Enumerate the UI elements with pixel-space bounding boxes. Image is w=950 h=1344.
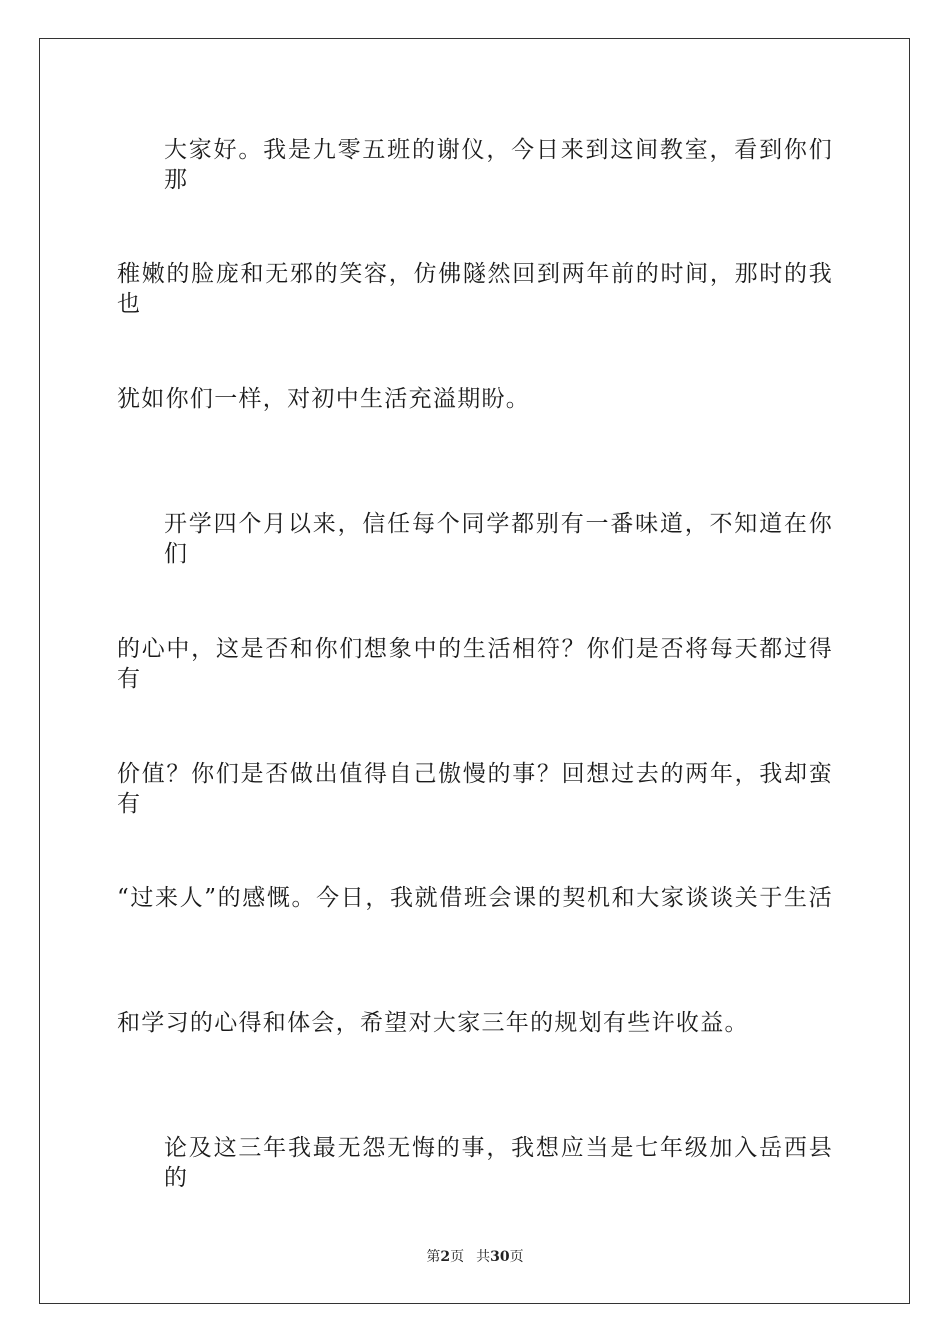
paragraph-3-line-1: 论及这三年我最无怨无悔的事，我想应当是七年级加入岳西县的: [164, 1135, 833, 1191]
total-pages-prefix: 共: [476, 1249, 491, 1265]
page-number-suffix: 页: [450, 1249, 465, 1265]
page-number: 2: [440, 1249, 451, 1265]
page-footer: [0, 1248, 950, 1266]
paragraph-2-line-5: 和学习的心得和体会，希望对大家三年的规划有些许收益。: [117, 1010, 749, 1036]
paragraph-2-line-2: 的心中，这是否和你们想象中的生活相符？你们是否将每天都过得有: [117, 636, 833, 692]
paragraph-2-line-3: 价值？你们是否做出值得自己傲慢的事？回想过去的两年，我却蛮有: [117, 761, 833, 817]
paragraph-2-line-1: 开学四个月以来，信任每个同学都别有一番味道，不知道在你们: [164, 511, 833, 567]
page-number-prefix: 第: [426, 1249, 441, 1265]
total-pages: 30: [490, 1249, 510, 1265]
total-pages-suffix: 页: [509, 1249, 524, 1265]
paragraph-1-line-3: 犹如你们一样，对初中生活充溢期盼。: [117, 386, 531, 412]
paragraph-1-line-1: 大家好。我是九零五班的谢仪，今日来到这间教室，看到你们那: [164, 137, 833, 193]
paragraph-2-line-4: “过来人”的感慨。今日，我就借班会课的契机和大家谈谈关于生活: [117, 885, 833, 911]
paragraph-1-line-2: 稚嫩的脸庞和无邪的笑容，仿佛隧然回到两年前的时间，那时的我也: [117, 261, 833, 317]
